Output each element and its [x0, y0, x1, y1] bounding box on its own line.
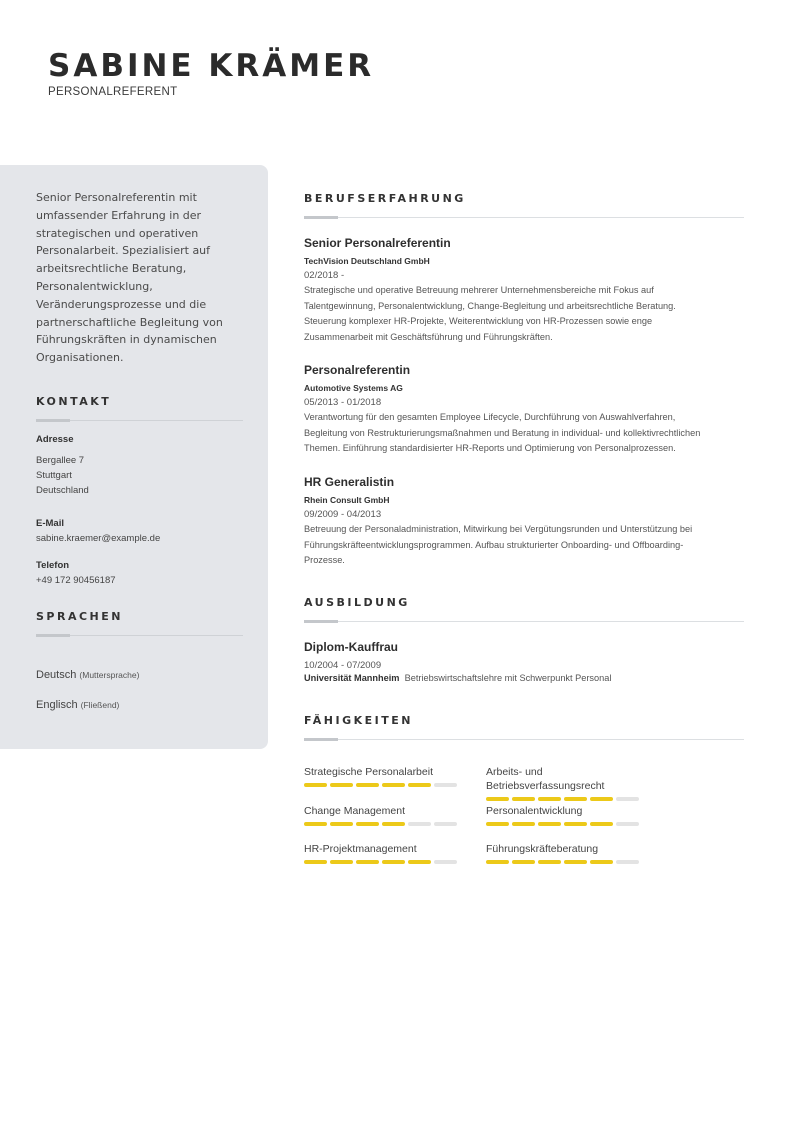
skill-level-segment	[564, 822, 587, 826]
job-title: Senior Personalreferentin	[304, 236, 451, 250]
skill-level-segment	[590, 822, 613, 826]
address-street: Bergallee 7	[36, 455, 85, 466]
skill-level-segment	[486, 822, 509, 826]
address-label: Adresse	[36, 434, 74, 445]
skill-level-bars	[486, 797, 646, 801]
job-dates: 02/2018 -	[304, 270, 345, 281]
skill-level-segment	[564, 860, 587, 864]
experience-heading: BERUFSERFAHRUNG	[304, 192, 466, 205]
job-description-line: Steuerung komplexer HR-Projekte, Weiterentwicklung von HR-Prozessen sowie enge	[304, 316, 653, 326]
skill-level-segment	[434, 860, 457, 864]
skill-name: Führungskräfteberatung	[486, 843, 599, 855]
job-description-line: Prozesse.	[304, 555, 345, 565]
job-description-line: Zusammenarbeit mit Geschäftsführung und Führungskräften.	[304, 331, 553, 342]
language-name: Deutsch	[36, 669, 77, 681]
job-company: Automotive Systems AG	[304, 383, 403, 393]
job-entry	[304, 235, 744, 345]
skill-level-segment	[304, 783, 327, 787]
skill-name: Strategische Personalarbeit	[304, 766, 433, 778]
skill-item	[486, 765, 646, 801]
experience-divider	[304, 217, 744, 218]
skill-level-segment	[330, 783, 353, 787]
skill-level-segment	[486, 860, 509, 864]
skill-level-segment	[408, 822, 431, 826]
skill-item	[304, 804, 464, 826]
skill-level-segment	[512, 797, 535, 801]
job-description-line: Begleitung von Restrukturierungsmaßnahmen und Beratung in individual- und kollektivrechtlichen	[304, 427, 701, 438]
phone-label: Telefon	[36, 560, 70, 571]
job-dates: 09/2009 - 04/2013	[304, 509, 382, 520]
skill-name: Change Management	[304, 805, 405, 817]
skill-level-segment	[382, 783, 405, 787]
skill-name: Arbeits- und Betriebsverfassungsrecht	[486, 766, 605, 792]
skill-item	[304, 765, 464, 787]
contact-heading: KONTAKT	[36, 395, 112, 408]
language-item	[36, 699, 119, 711]
skill-name: HR-Projektmanagement	[304, 843, 417, 855]
language-name: Englisch	[36, 699, 78, 711]
skill-level-segment	[330, 822, 353, 826]
education-detail	[304, 673, 744, 683]
address-city: Stuttgart	[36, 470, 72, 481]
job-description-line: Verantwortung für den gesamten Employee Lifecycle, Durchführung von Auswahlverfahren,	[304, 412, 676, 422]
skill-level-segment	[590, 797, 613, 801]
email-label: E-Mail	[36, 518, 64, 529]
skill-level-segment	[382, 860, 405, 864]
school-name: Universität Mannheim	[304, 673, 400, 683]
skill-level-segment	[616, 822, 639, 826]
skill-level-segment	[356, 822, 379, 826]
skill-level-bars	[304, 822, 464, 826]
job-title: Personalreferentin	[304, 363, 411, 377]
skill-level-segment	[434, 822, 457, 826]
sidebar	[0, 165, 268, 749]
language-level: (Fließend)	[80, 700, 120, 710]
degree-title: Diplom-Kauffrau	[304, 640, 398, 654]
skill-level-segment	[356, 860, 379, 864]
job-description-line: Themen. Einführung standardisierter HR-Reports und Optimierung von Personalprozessen.	[304, 443, 676, 453]
skill-level-segment	[538, 822, 561, 826]
education-entry	[304, 639, 744, 683]
skill-level-segment	[486, 797, 509, 801]
skill-item	[304, 842, 464, 864]
education-dates: 10/2004 - 07/2009	[304, 660, 382, 671]
skill-level-bars	[304, 783, 464, 787]
phone-value[interactable]: +49 172 90456187	[36, 575, 116, 586]
skill-item	[486, 804, 646, 826]
skill-item	[486, 842, 646, 864]
education-divider	[304, 621, 744, 622]
job-company: TechVision Deutschland GmbH	[304, 256, 430, 266]
skill-level-segment	[330, 860, 353, 864]
skill-level-segment	[512, 822, 535, 826]
skill-name: Personalentwicklung	[486, 805, 583, 817]
skill-level-bars	[486, 822, 646, 826]
skill-level-bars	[486, 860, 646, 864]
language-item	[36, 669, 139, 681]
languages-divider	[36, 635, 243, 636]
header	[48, 46, 374, 98]
languages-heading: SPRACHEN	[36, 610, 123, 623]
job-description-line: Führungskräfteentwicklungsprogrammen. Aufbau strukturierter Onboarding- und Offboarding-	[304, 539, 684, 550]
skills-divider	[304, 739, 744, 740]
skill-level-segment	[564, 797, 587, 801]
skill-level-segment	[512, 860, 535, 864]
email-value[interactable]: sabine.kraemer@example.de	[36, 533, 161, 544]
address-country: Deutschland	[36, 485, 89, 496]
skill-level-segment	[616, 860, 639, 864]
job-entry	[304, 362, 744, 457]
language-level: (Muttersprache)	[79, 670, 140, 680]
skill-level-segment	[408, 860, 431, 864]
skill-level-segment	[434, 783, 457, 787]
study-field: Betriebswirtschaftslehre mit Schwerpunkt Personal	[404, 673, 612, 683]
job-description-line: Talentgewinnung, Personalentwicklung, Change-Begleitung und arbeitsrechtliche Beratung.	[304, 300, 676, 311]
skill-level-segment	[382, 822, 405, 826]
skill-level-segment	[304, 860, 327, 864]
skills-heading: FÄHIGKEITEN	[304, 714, 413, 727]
skill-level-bars	[304, 860, 464, 864]
skill-level-segment	[356, 783, 379, 787]
skill-level-segment	[408, 783, 431, 787]
job-entry	[304, 474, 744, 569]
skill-level-segment	[304, 822, 327, 826]
education-heading: AUSBILDUNG	[304, 596, 410, 609]
person-role: PERSONALREFERENT	[48, 86, 178, 98]
skill-level-segment	[590, 860, 613, 864]
job-company: Rhein Consult GmbH	[304, 495, 390, 505]
job-title: HR Generalistin	[304, 475, 395, 489]
contact-divider	[36, 420, 243, 421]
skill-level-segment	[538, 860, 561, 864]
job-description-line: Strategische und operative Betreuung mehrerer Unternehmensbereiche mit Fokus auf	[304, 285, 654, 295]
profile-summary: Senior Personalreferentin mit umfassender Erfahrung in der strategischen und operativen Personalarbeit. Spezialisiert auf arbeitsrechtliche Beratung, Personalentwicklung, Veränderungsprozesse und die partnerschaftliche Begleitung von Führungskräften in dynamischen Organisationen.	[36, 191, 223, 365]
job-dates: 05/2013 - 01/2018	[304, 397, 382, 408]
job-description-line: Betreuung der Personaladministration, Mitwirkung bei Vergütungsrunden und Unterstützung bei	[304, 524, 693, 534]
skill-level-segment	[538, 797, 561, 801]
skill-level-segment	[616, 797, 639, 801]
person-name: SABINE KRÄMER	[48, 48, 375, 84]
